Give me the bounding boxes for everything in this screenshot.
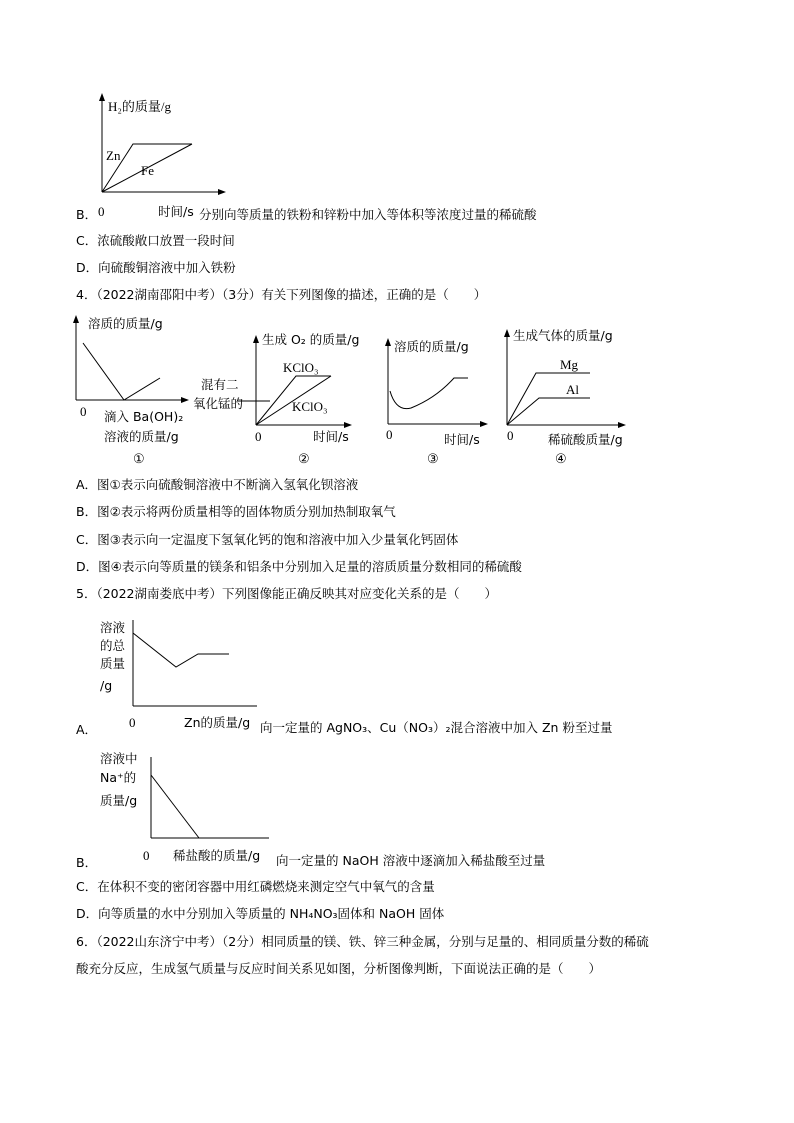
graph-2-ylabel: 生成 O₂ 的质量/g [262,332,360,347]
q5-option-a-text: 向一定量的 AgNO₃、Cu（NO₃）₂混合溶液中加入 Zn 粉至过量 [260,720,613,735]
q5-option-b-letter: B． [76,855,98,870]
graph-a-curve [133,633,229,667]
origin-label: 0 [98,204,105,219]
q4-option-b: B．图②表示将两份质量相等的固体物质分别加热制取氧气 [76,504,396,519]
zn-label: Zn [106,148,121,163]
graph-a-ylabel-4: /g [100,678,113,693]
graph-a-origin: 0 [129,715,136,730]
x-axis-label: 时间/s [158,204,194,219]
question-6-line-1: 6．（2022山东济宁中考）（2分）相同质量的镁、铁、锌三种金属，分别与足量的、相同质量分数的稀硫 [76,934,649,949]
graph-4-origin: 0 [507,428,514,443]
graph-2-side-label-1: 混有二 [201,377,239,392]
graph-b-xlabel: 稀盐酸的质量/g [173,848,261,863]
graph-1-xlabel-1: 滴入 Ba(OH)₂ [104,409,184,424]
graph-b-curve [151,775,199,838]
graph-a-ylabel-1: 溶液 [100,620,126,635]
graph-4-xlabel: 稀硫酸质量/g [548,432,623,447]
graph-3-origin: 0 [386,427,393,442]
graph-2-kclo3-bottom: KClO₃ [292,399,328,414]
q5-option-b-text: 向一定量的 NaOH 溶液中逐滴加入稀盐酸至过量 [276,853,546,868]
graph-a-xlabel: Zn的质量/g [184,715,251,730]
graph-a [100,620,257,730]
graph-2-xlabel: 时间/s [313,429,349,444]
graph-1-number: ① [133,451,145,466]
graph-3-number: ③ [427,451,439,466]
q4-option-c: C．图③表示向一定温度下氢氧化钙的饱和溶液中加入少量氧化钙固体 [76,532,459,547]
graph-b-ylabel-1: 溶液中 [100,751,138,766]
graph-a-ylabel-3: 质量 [100,656,126,671]
graph-3-ylabel: 溶质的质量/g [394,339,469,354]
graph-4-mg-label: Mg [560,357,579,372]
graph-1-ylabel: 溶质的质量/g [88,316,163,331]
question-6-line-2: 酸充分反应，生成氢气质量与反应时间关系见如图，分析图像判断，下面说法正确的是（ ） [76,961,602,976]
graph-b-origin: 0 [143,848,150,863]
graph-b [100,751,269,863]
graph-b-ylabel-3: 质量/g [100,793,138,808]
q5-option-a-letter: A． [76,722,98,737]
graph-4-ylabel: 生成气体的质量/g [513,328,613,343]
q5-option-d: D．向等质量的水中分别加入等质量的 NH₄NO₃固体和 NaOH 固体 [76,906,445,921]
option-d: D．向硫酸铜溶液中加入铁粉 [76,260,236,275]
question-5-stem: 5．（2022湖南娄底中考）下列图像能正确反映其对应变化关系的是（ ） [76,586,498,601]
graph-1-xlabel-2: 溶液的质量/g [104,429,179,444]
graph-4-number: ④ [555,451,567,466]
graph-2-kclo3-top: KClO₃ [283,360,319,375]
graph-a-ylabel-2: 的总 [100,638,126,653]
question-4-stem: 4．（2022湖南邵阳中考）（3分）有关下列图像的描述，正确的是（ ） [76,287,487,302]
y-axis-label: H₂的质量/g [108,99,172,114]
fe-label: Fe [141,163,154,178]
graph-2-number: ② [298,451,310,466]
graph-2-side-label-2: 氧化锰的 [193,396,244,411]
q4-option-d: D．图④表示向等质量的镁条和铝条中分别加入足量的溶质质量分数相同的稀硫酸 [76,559,522,574]
q4-option-a: A．图①表示向硫酸铜溶液中不断滴入氢氧化钡溶液 [76,477,359,492]
graph-4-al-label: Al [566,382,579,397]
graph-2-origin: 0 [255,429,262,444]
option-letter: B． [76,207,98,222]
option-c: C．浓硫酸敞口放置一段时间 [76,233,235,248]
q5-option-c: C．在体积不变的密闭容器中用红磷燃烧来测定空气中氧气的含量 [76,879,435,894]
graph-3-xlabel: 时间/s [444,432,480,447]
graph-b-ylabel-2: Na⁺的 [100,770,137,785]
option-text: 分别向等质量的铁粉和锌粉中加入等体积等浓度过量的稀硫酸 [199,207,537,222]
graph-1-origin: 0 [80,404,87,419]
